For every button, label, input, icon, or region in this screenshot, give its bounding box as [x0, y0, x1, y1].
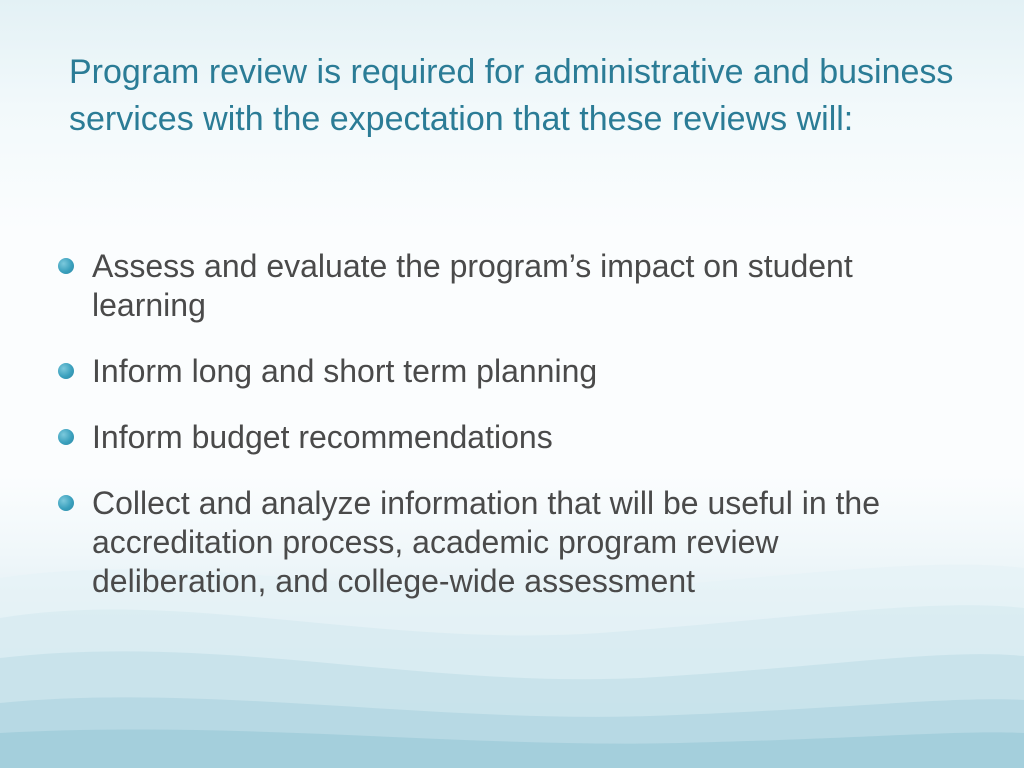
bullet-text: Assess and evaluate the program’s impact on student learning	[92, 248, 853, 323]
bullet-list	[58, 247, 938, 628]
circle-bullet-icon	[58, 495, 74, 511]
bullet-item	[58, 484, 938, 601]
bullet-text: Collect and analyze information that will be useful in the accreditation process, academic program review deliberation, and college-wide assessment	[92, 485, 880, 599]
bullet-item	[58, 352, 938, 391]
circle-bullet-icon	[58, 429, 74, 445]
bullet-text: Inform long and short term planning	[92, 353, 598, 389]
slide-title: Program review is required for administrative and business services with the expectation that these reviews will:	[69, 53, 954, 138]
circle-bullet-icon	[58, 258, 74, 274]
bullet-text: Inform budget recommendations	[92, 419, 553, 455]
bullet-item	[58, 247, 938, 325]
bullet-item	[58, 418, 938, 457]
circle-bullet-icon	[58, 363, 74, 379]
